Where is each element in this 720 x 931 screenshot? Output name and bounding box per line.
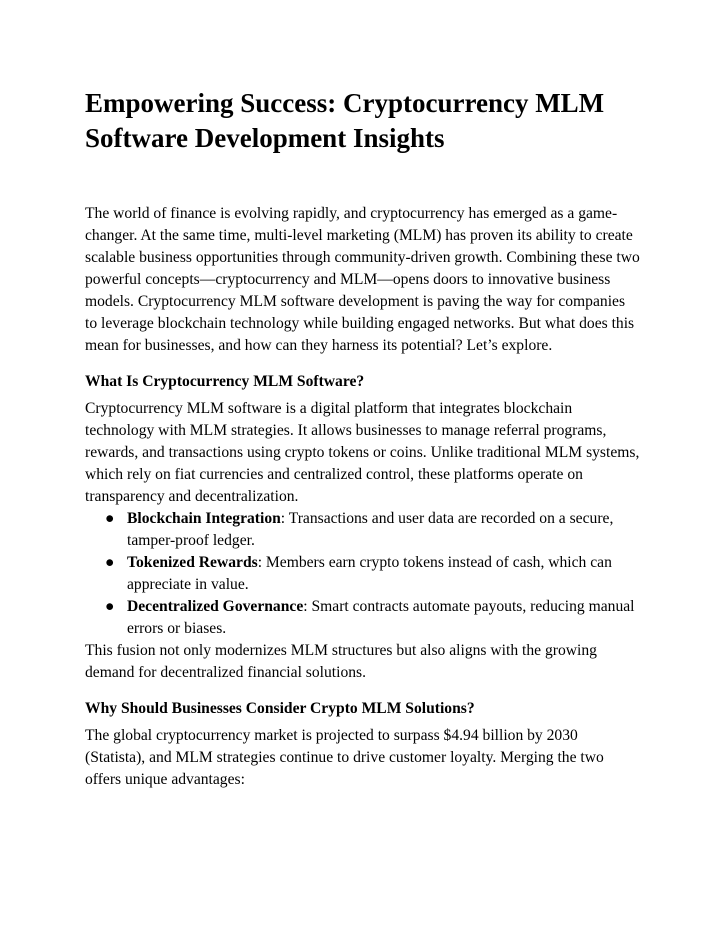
section-body-why-consider: The global cryptocurrency market is projected to surpass $4.94 billion by 2030 (Statista), and MLM strategies continue to drive customer loyalty. Merging the two offers unique advantages: [85, 727, 604, 788]
list-item [85, 552, 641, 596]
page-title: Empowering Success: Cryptocurrency MLM Software Development Insights [85, 88, 605, 153]
section-closing-paragraph: This fusion not only modernizes MLM structures but also aligns with the growing demand for decentralized financial solutions. [85, 642, 597, 681]
bullet-icon: ● [105, 554, 115, 571]
list-item [85, 596, 641, 640]
feature-list [85, 508, 641, 640]
section-heading-what-is: What Is Cryptocurrency MLM Software? [85, 373, 365, 390]
bullet-icon: ● [105, 598, 115, 615]
list-item-term: Tokenized Rewards [127, 554, 258, 571]
list-item [85, 508, 641, 552]
list-item-text: : Members earn crypto tokens instead of cash, which can appreciate in value. [127, 554, 612, 593]
document-page [85, 86, 641, 791]
list-item-term: Blockchain Integration [127, 510, 281, 527]
list-item-term: Decentralized Governance [127, 598, 304, 615]
bullet-icon: ● [105, 510, 115, 527]
intro-paragraph: The world of finance is evolving rapidly, and cryptocurrency has emerged as a game-changer. At the same time, multi-level marketing (MLM) has proven its ability to create scalable business opportunities through community-driven growth. Combining these two powerful concepts—cryptocurrency and MLM—opens doors to innovative business models. Cryptocurrency MLM software development is paving the way for companies to leverage blockchain technology while building engaged networks. But what does this mean for businesses, and how can they harness its potential? Let’s explore. [85, 205, 640, 354]
section-body-what-is: Cryptocurrency MLM software is a digital platform that integrates blockchain technology with MLM strategies. It allows businesses to manage referral programs, rewards, and transactions using crypto tokens or coins. Unlike traditional MLM systems, which rely on fiat currencies and centralized control, these platforms operate on transparency and decentralization. [85, 400, 640, 505]
section-heading-why-consider: Why Should Businesses Consider Crypto MLM Solutions? [85, 700, 475, 717]
list-item-text: : Transactions and user data are recorded on a secure, tamper-proof ledger. [127, 510, 614, 549]
list-item-text: : Smart contracts automate payouts, reducing manual errors or biases. [127, 598, 635, 637]
